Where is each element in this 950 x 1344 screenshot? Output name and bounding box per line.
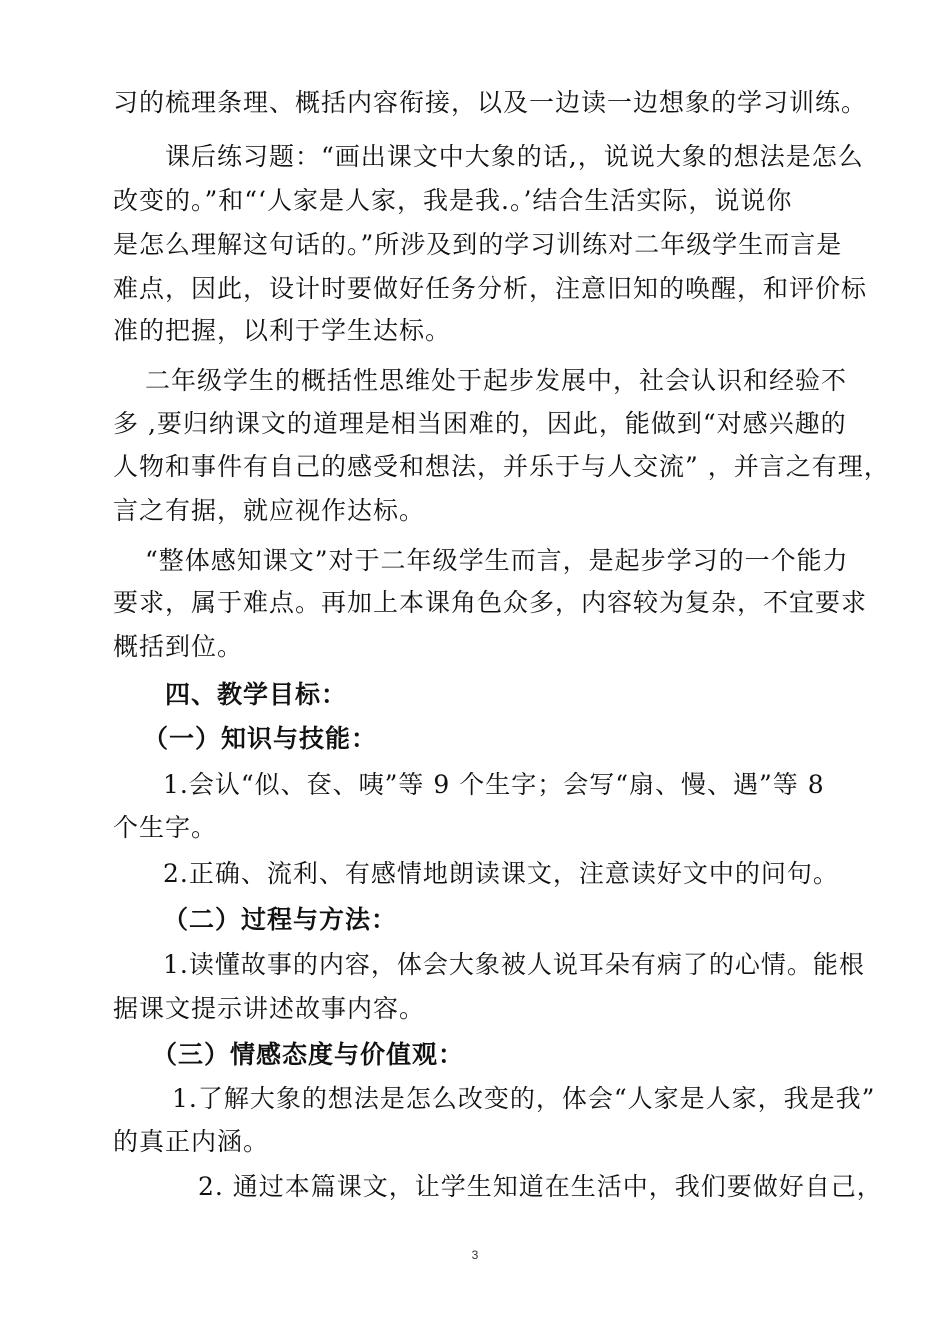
text-line: 是怎么理解这句话的。”所涉及到的学习训练对二年级学生而言是 <box>113 230 843 259</box>
text-line: 2.正确、流利、有感情地朗读课文，注意读好文中的问句。 <box>163 859 839 888</box>
text-line: “整体感知课文”对于二年级学生而言，是起步学习的一个能力 <box>145 546 849 575</box>
text-line: 1.了解大象的想法是怎么改变的，体会“人家是人家，我是我” <box>172 1084 876 1113</box>
text-line: 概括到位。 <box>113 632 244 661</box>
text-line: 要求，属于难点。再加上本课角色众多，内容较为复杂，不宜要求 <box>113 588 868 617</box>
page-number: 3 <box>471 1248 479 1262</box>
text-line: 习的梳理条理、概括内容衔接，以及一边读一边想象的学习训练。 <box>113 88 868 117</box>
text-line: 1.会认“似、奁、咦”等 9 个生字；会写“扇、慢、遇”等 8 <box>163 770 825 799</box>
text-line: 言之有据，就应视作达标。 <box>113 496 426 525</box>
text-line: 2. 通过本篇课文，让学生知道在生活中，我们要做好自己， <box>198 1172 883 1201</box>
text-line: 个生字。 <box>113 813 218 842</box>
text-line: 多 ,要归纳课文的道理是相当困难的，因此，能做到“对感兴趣的 <box>113 409 847 438</box>
text-line: 1.读懂故事的内容，体会大象被人说耳朵有病了的心情。能根 <box>163 950 865 979</box>
text-line: 准的把握，以利于学生达标。 <box>113 316 452 345</box>
subsection-heading: （一）知识与技能： <box>143 724 378 753</box>
text-line: 二年级学生的概括性思维处于起步发展中，社会认识和经验不 <box>145 366 848 395</box>
text-line: 难点，因此，设计时要做好任务分析，注意旧知的唤醒，和评价标 <box>113 274 868 303</box>
text-line: 据课文提示讲述故事内容。 <box>113 994 426 1023</box>
subsection-heading: （三）情感态度与价值观： <box>152 1040 465 1069</box>
section-heading: 四、教学目标： <box>165 680 348 709</box>
text-line: 课后练习题：“画出课文中大象的话,，说说大象的想法是怎么 <box>165 142 864 171</box>
subsection-heading: （二）过程与方法： <box>163 905 398 934</box>
text-line: 改变的。”和“‘人家是人家，我是我.。’结合生活实际，说说你 <box>113 186 793 215</box>
text-line: 人物和事件有自己的感受和想法，并乐于与人交流” ，并言之有理， <box>113 452 890 481</box>
text-line: 的真正内涵。 <box>113 1127 270 1156</box>
